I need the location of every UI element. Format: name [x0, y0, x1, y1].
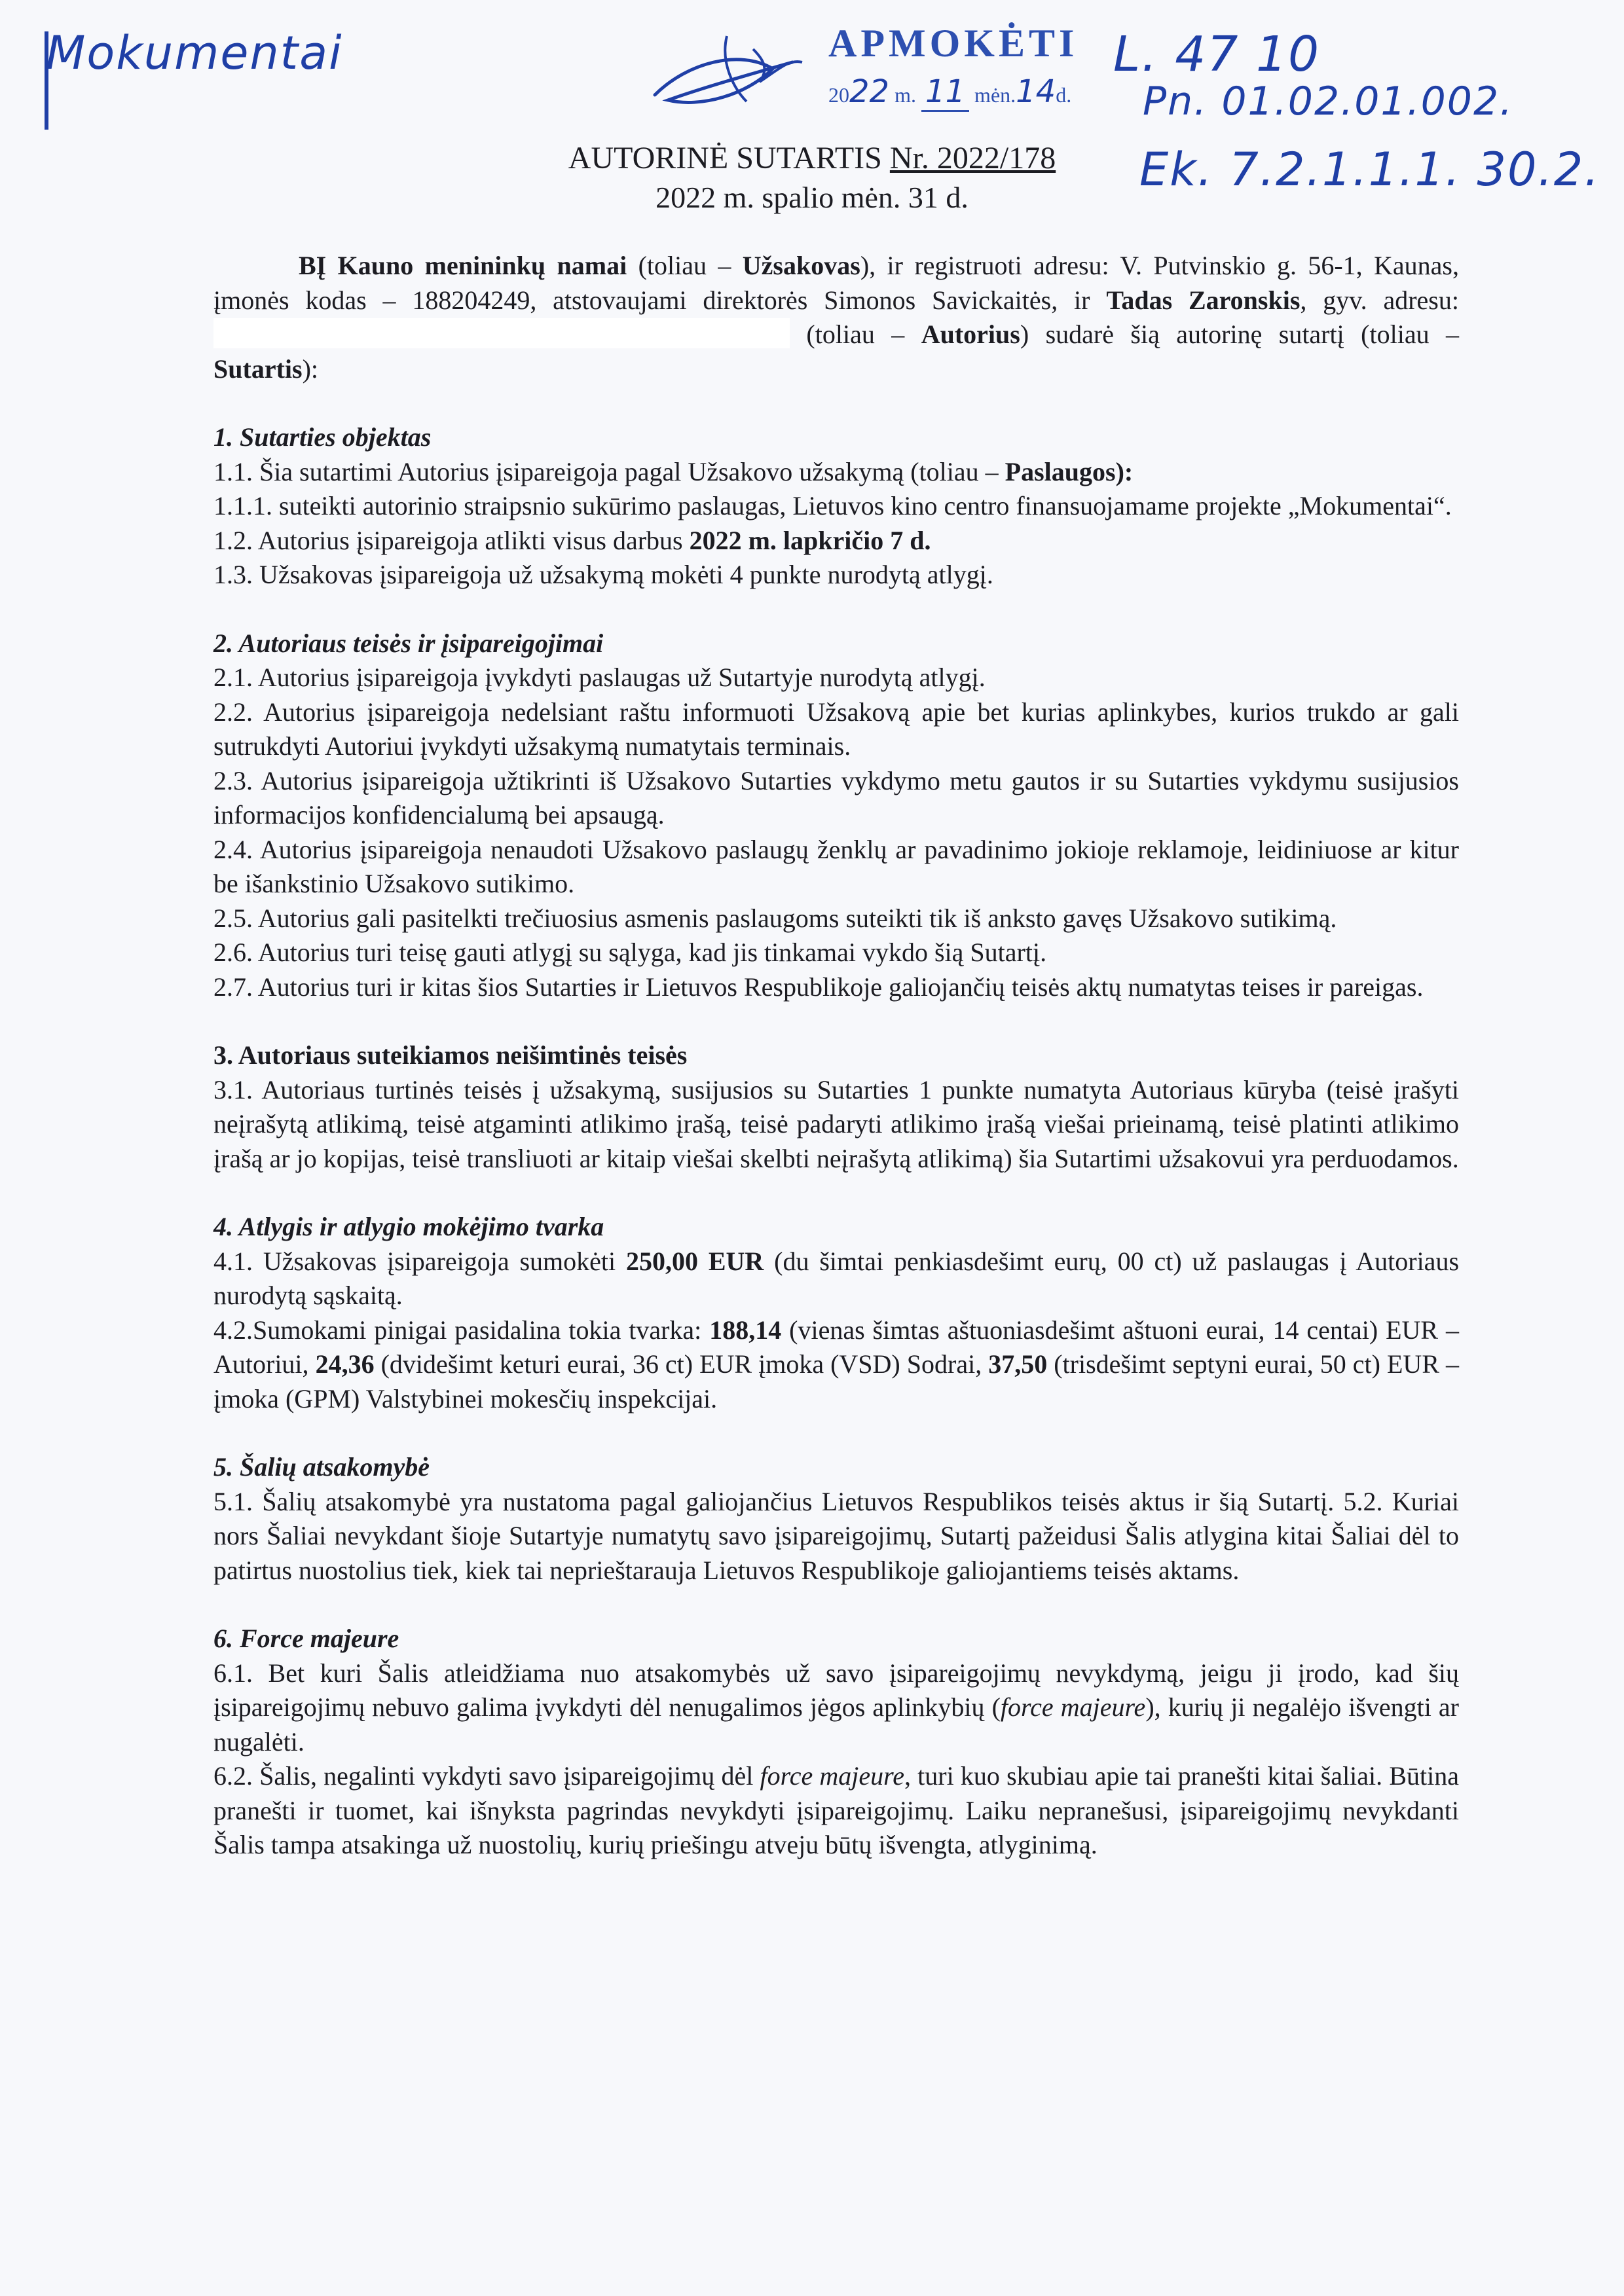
clause-2-3: 2.3. Autorius įsipareigoja užtikrinti iš Užsakovo Sutarties vykdymo metu gautos ir su Sutarties vykdymu susijusios informacijos konfidencialumą bei apsaugą.: [213, 765, 1459, 829]
clause-1-3: 1.3. Užsakovas įsipareigoja už užsakymą mokėti 4 punkte nurodytą atlygį.: [213, 560, 993, 589]
clause-5-1: 5.1. Šalių atsakomybė yra nustatoma pagal galiojančius Lietuvos Respublikos teisės aktus ir šią Sutartį. 5.2. Kuriai nors Šaliai nevykdant šioje Sutartyje numatytų savo įsipareigojimų, Sutartį pažeidusi Šalis atlygina kitai Šaliai dėl to patirtus nuostolius tiek, kiek tai neprieštarauja Lietuvos Respublikoje galiojantiems teisės aktams.: [213, 1486, 1459, 1585]
title-prefix: AUTORINĖ SUTARTIS: [568, 141, 890, 175]
stamp-year-prefix: 20: [828, 83, 849, 107]
stamp-date-line: [828, 73, 1071, 112]
clause-2-2: 2.2. Autorius įsipareigoja nedelsiant raštu informuoti Užsakovą apie bet kurias aplinkybes, kurios trukdo ar gali sutrukdyti Autoriui įvykdyti užsakymą numatytais terminais.: [213, 697, 1459, 761]
contract-number: Nr. 2022/178: [889, 141, 1056, 175]
clause-4-2: 4.2.Sumokami pinigai pasidalina tokia tvarka: 188,14 (vienas šimtas aštuoniasdešimt aštuoni eurai, 14 centai) EUR – Autoriui, 24,36 (dvidešimt keturi eurai, 36 ct) EUR įmoka (VSD) Sodrai, 37,50 (trisdešimt septyni eurai, 50 ct) EUR – įmoka (GPM) Valstybinei mokesčių inspekcijai.: [213, 1315, 1460, 1413]
clause-3-1: 3.1. Autoriaus turtinės teisės į užsakymą, susijusios su Sutarties 1 punkte numatyta Autoriaus kūryba (teisė įrašyti neįrašytą atlikimą, teisė atgaminti atlikimo įrašą, teisė padaryti atlikimo įrašą viešai prieinamą, teisė platinti atlikimo įrašą ar jo kopijas, teisė transliuoti ar kitaip viešai skelbti neįrašytą atlikimą) šia Sutartimi užsakovui yra perduodamos.: [213, 1074, 1459, 1173]
signature-icon: [648, 23, 819, 121]
section-2-heading: 2. Autoriaus teisės ir įsipareigojimai: [213, 628, 604, 658]
handwritten-ref-1: L. 47 10: [1113, 26, 1321, 82]
clause-4-1: 4.1. Užsakovas įsipareigoja sumokėti 250,00 EUR (du šimtai penkiasdešimt eurų, 00 ct) už paslaugas į Autoriaus nurodytą sąskaitą.: [213, 1246, 1460, 1310]
stamp-month-field: [921, 73, 969, 112]
clause-2-1: 2.1. Autorius įsipareigoja įvykdyti paslaugas už Sutartyje nurodytą atlygį.: [213, 663, 986, 692]
stamp-month-hand: 11: [925, 73, 966, 110]
redacted-address: [213, 318, 790, 348]
stamp-m-label: m.: [895, 83, 916, 107]
clause-2-6: 2.6. Autorius turi teisę gauti atlygį su sąlyga, kad jis tinkamai vykdo šią Sutartį.: [213, 938, 1047, 967]
section-4-heading: 4. Atlygis ir atlygio mokėjimo tvarka: [213, 1212, 604, 1241]
document-date: 2022 m. spalio mėn. 31 d.: [655, 181, 969, 214]
clause-2-5: 2.5. Autorius gali pasitelkti trečiuosius asmenis paslaugoms suteikti tik iš anksto gavęs Užsakovo sutikimą.: [213, 903, 1337, 933]
stamp-day-hand: 14: [1016, 73, 1056, 110]
clause-1-2: 1.2. Autorius įsipareigoja atlikti visus darbus 2022 m. lapkričio 7 d.: [213, 525, 931, 555]
section-5-heading: 5. Šalių atsakomybė: [213, 1452, 430, 1482]
clause-6-2: 6.2. Šalis, negalinti vykdyti savo įsipareigojimų dėl force majeure, turi kuo skubiau apie tai pranešti kitai šaliai. Būtina pranešti ir tuomet, kai išnyksta pagrindas nevykdyti įsipareigojimų. Laiku nepranešusi, įsipareigojimų nevykdanti Šalis tampa atsakinga už nuostolių, kurių priešingu atveju būtų išvengta, atlyginimą.: [213, 1761, 1460, 1859]
stamp-d-label: d.: [1056, 83, 1072, 107]
contract-body: [213, 249, 1459, 1863]
section-6-heading: 6. Force majeure: [213, 1624, 399, 1653]
handwritten-ref-2: Pn. 01.02.01.002.: [1143, 79, 1514, 124]
stamp-year-hand: 22: [849, 73, 890, 110]
clause-2-7: 2.7. Autorius turi ir kitas šios Sutarties ir Lietuvos Respublikoje galiojančių teisės aktų numatytas teises ir pareigas.: [213, 972, 1424, 1002]
handwritten-note-left: Mokumentai: [46, 26, 343, 80]
clause-2-4: 2.4. Autorius įsipareigoja nenaudoti Užsakovo paslaugų ženklų ar pavadinimo jokioje reklamoje, leidiniuose ar kitur be išankstinio Užsakovo sutikimo.: [213, 834, 1459, 898]
clause-1-1: 1.1. Šia sutartimi Autorius įsipareigoja pagal Užsakovo užsakymą (toliau – Paslaugos):: [213, 456, 1134, 486]
document-title: [0, 139, 1624, 178]
clause-6-1: 6.1. Bet kuri Šalis atleidžiama nuo atsakomybės už savo įsipareigojimų nevykdymą, jeigu ji įrodo, kad šių įsipareigojimų nebuvo galima įvykdyti dėl nenugalimos jėgos aplinkybių (force majeure), kurių ji negalėjo išvengti ar nugalėti.: [213, 1658, 1459, 1757]
stamp-men-label: mėn.: [974, 83, 1016, 107]
intro-paragraph: BĮ Kauno menininkų namai (toliau – Užsakovas), ir registruoti adresu: V. Putvinskio g. 56-1, Kaunas, įmonės kodas – 188204249, atstovaujami direktorės Simonos Savickaitės, ir Tadas Zaronskis, gyv. adresu: (toliau – Autorius) sudarė šią autorinę sutartį (toliau – Sutartis):: [213, 251, 1459, 384]
section-3-heading: 3. Autoriaus suteikiamos neišimtinės teisės: [213, 1040, 688, 1070]
stamp-paid-title: APMOKĖTI: [828, 22, 1079, 65]
section-1-heading: 1. Sutarties objektas: [213, 422, 432, 452]
handwritten-ref-3: Ek. 7.2.1.1.1. 30.2.: [1139, 143, 1600, 196]
clause-1-1-1: 1.1.1. suteikti autorinio straipsnio sukūrimo paslaugas, Lietuvos kino centro finansuojamame projekte „Mokumentai“.: [213, 491, 1452, 520]
